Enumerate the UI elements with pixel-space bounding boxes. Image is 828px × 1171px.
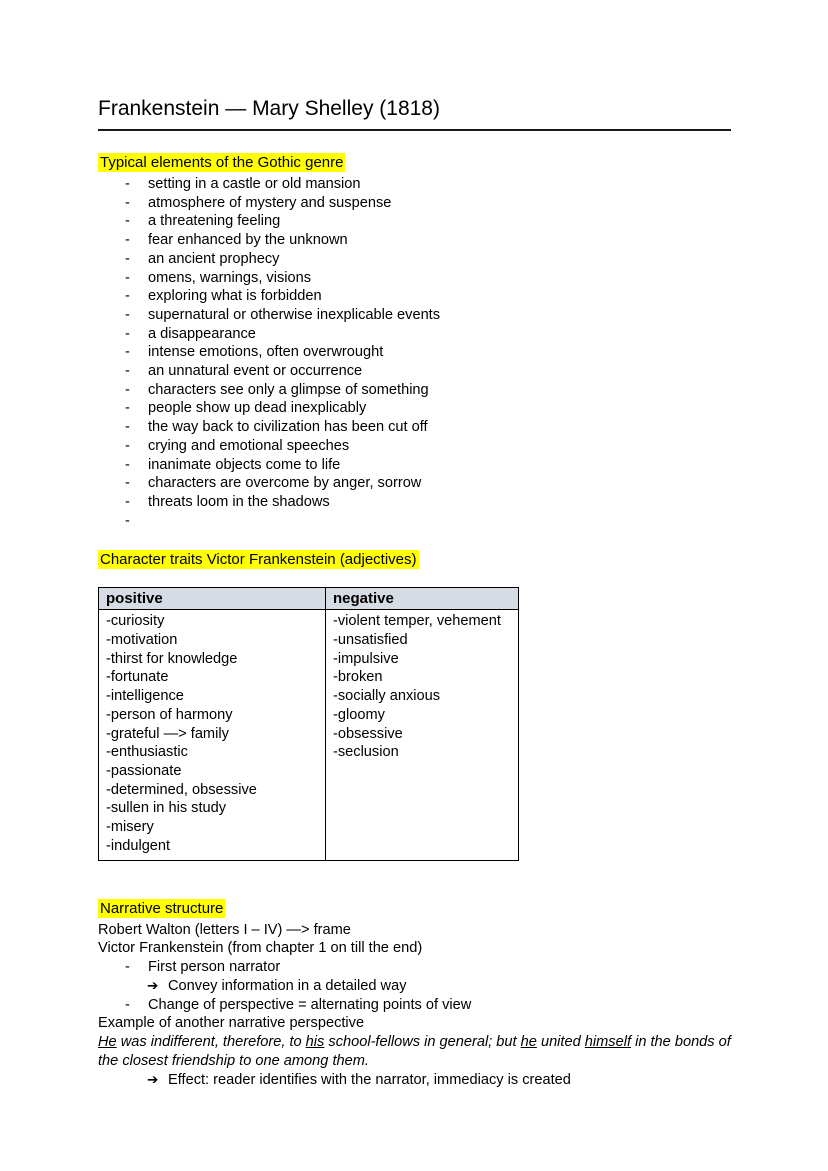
table-body-row	[99, 610, 519, 860]
arrow-icon: ➔	[147, 977, 159, 993]
gothic-heading: Typical elements of the Gothic genre	[100, 154, 344, 171]
trait-line: -sullen in his study	[106, 800, 227, 817]
column-header-positive: positive	[99, 588, 326, 610]
dash-bullet-icon: -	[125, 194, 130, 211]
list-item	[98, 362, 828, 381]
list-item-text: a disappearance	[148, 325, 256, 342]
trait-line: -broken	[333, 669, 383, 686]
dash-bullet-icon: -	[125, 269, 130, 286]
trait-line: -violent temper, vehement	[333, 613, 501, 630]
dash-bullet-icon: -	[125, 437, 130, 454]
narrative-line-frame: Robert Walton (letters I – IV) —> frame	[98, 921, 351, 938]
list-item	[98, 250, 828, 269]
bullet-text: Change of perspective = alternating points of view	[148, 996, 472, 1013]
list-item-text: atmosphere of mystery and suspense	[148, 194, 392, 211]
arrow-icon: ➔	[147, 1071, 159, 1087]
list-item	[98, 418, 828, 437]
dash-bullet-icon: -	[125, 419, 130, 436]
dash-bullet-icon: -	[125, 325, 130, 342]
list-item-text: threats loom in the shadows	[148, 493, 330, 510]
trait-line: -fortunate	[106, 669, 169, 686]
column-header-negative: negative	[326, 588, 519, 610]
list-item-text: characters see only a glimpse of something	[148, 381, 429, 398]
arrow-note-convey	[98, 977, 828, 996]
dash-bullet-icon: -	[125, 363, 130, 380]
dash-bullet-icon: -	[125, 493, 130, 510]
trait-line: -indulgent	[106, 837, 171, 854]
quote-segment: in the bonds of the closest friendship to one among them.	[98, 1034, 731, 1069]
list-item-text: supernatural or otherwise inexplicable events	[148, 306, 441, 323]
list-item	[98, 231, 828, 250]
dash-bullet-icon: -	[125, 400, 130, 417]
trait-line: -enthusiastic	[106, 744, 188, 761]
traits-section	[98, 550, 828, 860]
dash-bullet-icon: -	[125, 213, 130, 230]
bullet-text: First person narrator	[148, 959, 281, 976]
list-item	[98, 194, 828, 213]
trait-line: -curiosity	[106, 613, 165, 630]
list-item-text: a threatening feeling	[148, 213, 281, 230]
arrow-note-text: Effect: reader identifies with the narrator, immediacy is created	[168, 1071, 571, 1088]
list-item	[98, 493, 828, 512]
dash-bullet-icon: -	[125, 512, 130, 529]
arrow-note-effect	[98, 1071, 828, 1090]
example-label: Example of another narrative perspective	[98, 1015, 365, 1032]
list-item	[98, 474, 828, 493]
positive-traits-cell	[99, 610, 326, 860]
dash-bullet-icon: -	[125, 996, 130, 1013]
dash-bullet-icon: -	[125, 456, 130, 473]
negative-traits-cell	[326, 610, 519, 860]
dash-bullet-icon: -	[125, 381, 130, 398]
dash-bullet-icon: -	[125, 288, 130, 305]
list-item-text: exploring what is forbidden	[148, 288, 322, 305]
dash-bullet-icon: -	[125, 344, 130, 361]
gothic-list	[98, 175, 828, 530]
table-header-row	[99, 588, 519, 610]
quote-segment: was indifferent, therefore, to	[120, 1034, 306, 1051]
dash-bullet-icon: -	[125, 306, 130, 323]
list-item-text	[148, 512, 828, 531]
list-item-text: the way back to civilization has been cut off	[148, 419, 428, 436]
traits-heading: Character traits Victor Frankenstein (adjectives)	[100, 551, 417, 569]
quote-segment: himself	[584, 1034, 632, 1051]
trait-line: -socially anxious	[333, 688, 441, 705]
trait-line: -obsessive	[333, 725, 403, 742]
trait-line: -gloomy	[333, 706, 385, 723]
list-item	[98, 437, 828, 456]
traits-table	[98, 587, 519, 860]
quote-segment: his	[305, 1034, 325, 1051]
list-item-text: omens, warnings, visions	[148, 269, 312, 286]
list-item	[98, 325, 828, 344]
list-item	[98, 175, 828, 194]
list-item	[98, 381, 828, 400]
list-item	[98, 287, 828, 306]
dash-bullet-icon: -	[125, 176, 130, 192]
bullet-perspective	[98, 996, 828, 1015]
trait-line: -person of harmony	[106, 706, 233, 723]
trait-line: -grateful —> family	[106, 725, 229, 742]
narrative-section	[98, 899, 828, 1090]
dash-bullet-icon: -	[125, 475, 130, 492]
bullet-first-person	[98, 958, 828, 977]
page-title: Frankenstein — Mary Shelley (1818)	[98, 96, 731, 131]
quote-segment: He	[98, 1034, 117, 1051]
list-item-text: inanimate objects come to life	[148, 456, 341, 473]
list-item-text: intense emotions, often overwrought	[148, 344, 384, 361]
list-item	[98, 306, 828, 325]
gothic-section	[98, 153, 828, 530]
list-item-text: an ancient prophecy	[148, 250, 280, 267]
narrative-heading: Narrative structure	[100, 899, 224, 917]
trait-line: -misery	[106, 819, 154, 836]
arrow-note-text: Convey information in a detailed way	[168, 977, 407, 994]
list-item-text: fear enhanced by the unknown	[148, 232, 348, 249]
trait-line: -unsatisfied	[333, 632, 408, 649]
trait-line: -passionate	[106, 762, 182, 779]
list-item	[98, 269, 828, 288]
quote-segment: school-fellows in general; but	[328, 1034, 521, 1051]
trait-line: -impulsive	[333, 650, 399, 667]
list-item	[98, 343, 828, 362]
list-item	[98, 456, 828, 475]
dash-bullet-icon: -	[125, 232, 130, 249]
trait-line: -intelligence	[106, 688, 184, 705]
dash-bullet-icon: -	[125, 250, 130, 267]
trait-line: -thirst for knowledge	[106, 650, 238, 667]
trait-line: -motivation	[106, 632, 178, 649]
list-item-text: an unnatural event or occurrence	[148, 363, 363, 380]
narrative-line-victor: Victor Frankenstein (from chapter 1 on till the end)	[98, 940, 423, 957]
dash-bullet-icon: -	[125, 959, 130, 976]
list-item	[98, 399, 828, 418]
trait-line: -determined, obsessive	[106, 781, 257, 798]
list-item-text: characters are overcome by anger, sorrow	[148, 475, 422, 492]
list-item-text: setting in a castle or old mansion	[148, 176, 361, 192]
list-item	[98, 212, 828, 231]
list-item-text: people show up dead inexplicably	[148, 400, 367, 417]
narrative-quote	[98, 1033, 746, 1071]
trait-line: -seclusion	[333, 744, 399, 761]
list-item-text: crying and emotional speeches	[148, 437, 350, 454]
quote-segment: united	[540, 1034, 585, 1051]
quote-segment: he	[520, 1034, 537, 1051]
list-item	[98, 512, 828, 531]
